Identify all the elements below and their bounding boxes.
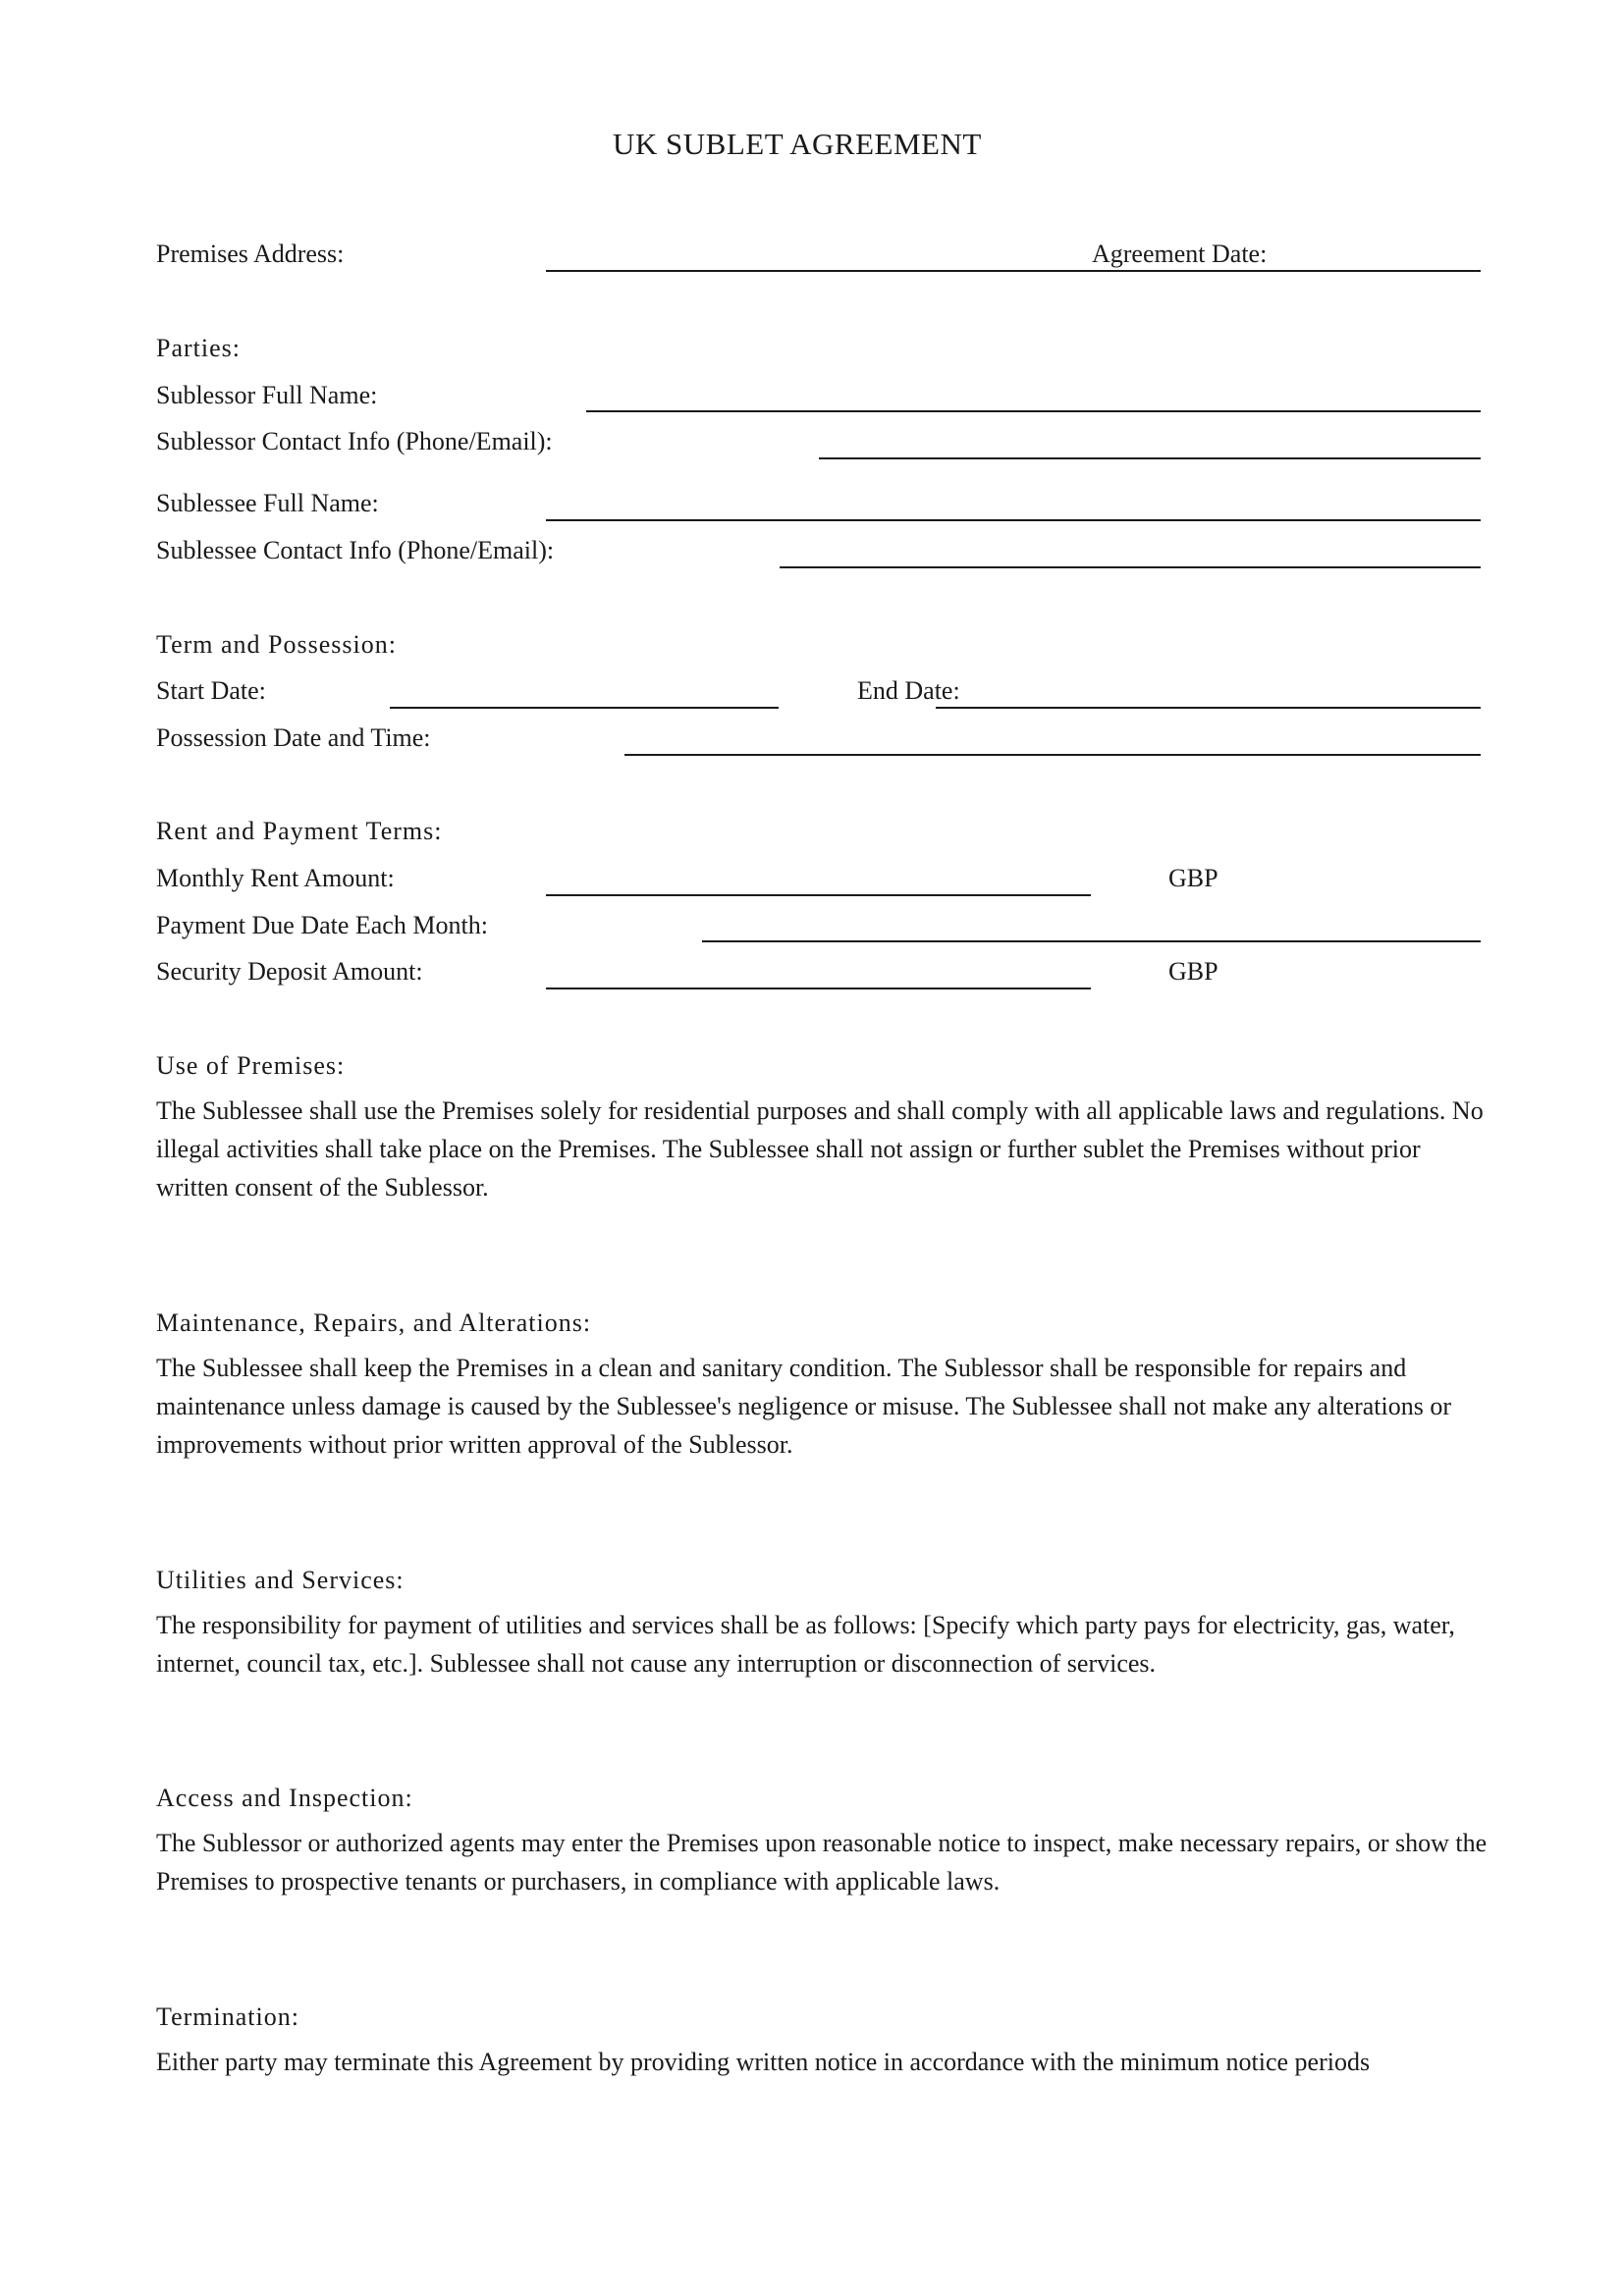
possession-label: Possession Date and Time: (156, 723, 431, 752)
term-heading: Term and Possession: (156, 630, 397, 659)
possession-field[interactable] (624, 754, 1481, 756)
start-date-label: Start Date: (156, 676, 266, 705)
use-body: The Sublessee shall use the Premises solely for residential purposes and shall comply with all applicable laws and regulations. No illegal activities shall take place on the Premises. The Sublessee shall not assign or further sublet the Premises without prior written consent of the Sublessor. (156, 1096, 1484, 1201)
document-title: UK SUBLET AGREEMENT (613, 127, 982, 161)
termination-heading: Termination: (156, 2002, 299, 2031)
premises-address-field[interactable] (546, 270, 1481, 272)
monthly-rent-label: Monthly Rent Amount: (156, 864, 395, 892)
access-body: The Sublessor or authorized agents may enter the Premises upon reasonable notice to inspect, make necessary repairs, or show the Premises to prospective tenants or purchasers, in compliance with applicable laws. (156, 1829, 1488, 1896)
deposit-label: Security Deposit Amount: (156, 957, 423, 986)
use-heading: Use of Premises: (156, 1051, 346, 1080)
sublessor-contact-label: Sublessor Contact Info (Phone/Email): (156, 427, 553, 455)
access-heading: Access and Inspection: (156, 1784, 413, 1812)
agreement-date-label: Agreement Date: (1092, 240, 1268, 268)
due-date-label: Payment Due Date Each Month: (156, 911, 488, 939)
end-date-field[interactable] (936, 707, 1481, 709)
utilities-heading: Utilities and Services: (156, 1566, 405, 1594)
termination-body: Either party may terminate this Agreement by providing written notice in accordance with the minimum notice periods (156, 2048, 1371, 2076)
sublessee-name-label: Sublessee Full Name: (156, 489, 379, 517)
start-date-field[interactable] (390, 707, 779, 709)
deposit-field[interactable] (546, 988, 1091, 989)
premises-address-label: Premises Address: (156, 240, 345, 268)
parties-heading: Parties: (156, 334, 241, 362)
sublessee-contact-field[interactable] (780, 566, 1481, 568)
sublessor-name-label: Sublessor Full Name: (156, 381, 378, 409)
sublessee-contact-label: Sublessee Contact Info (Phone/Email): (156, 536, 555, 564)
deposit-currency: GBP (1168, 957, 1218, 986)
maintenance-body: The Sublessee shall keep the Premises in a clean and sanitary condition. The Sublessor shall be responsible for repairs and maintenance unless damage is caused by the Sublessee's negligence or misuse. The Sublessee shall not make any alterations or improvements without prior written approval of the Sublessor. (156, 1354, 1452, 1459)
monthly-rent-currency: GBP (1168, 864, 1218, 892)
due-date-field[interactable] (702, 940, 1481, 942)
rent-heading: Rent and Payment Terms: (156, 817, 443, 845)
maintenance-heading: Maintenance, Repairs, and Alterations: (156, 1308, 592, 1337)
monthly-rent-field[interactable] (546, 894, 1091, 896)
utilities-body: The responsibility for payment of utilities and services shall be as follows: [Specify which party pays for electricity, gas, water, internet, council tax, etc.]. Sublessee shall not cause any interruption or disconnection of services. (156, 1611, 1455, 1678)
sublessor-contact-field[interactable] (819, 457, 1481, 459)
sublessee-name-field[interactable] (546, 519, 1481, 521)
end-date-label: End Date: (857, 676, 960, 705)
sublessor-name-field[interactable] (586, 410, 1481, 412)
